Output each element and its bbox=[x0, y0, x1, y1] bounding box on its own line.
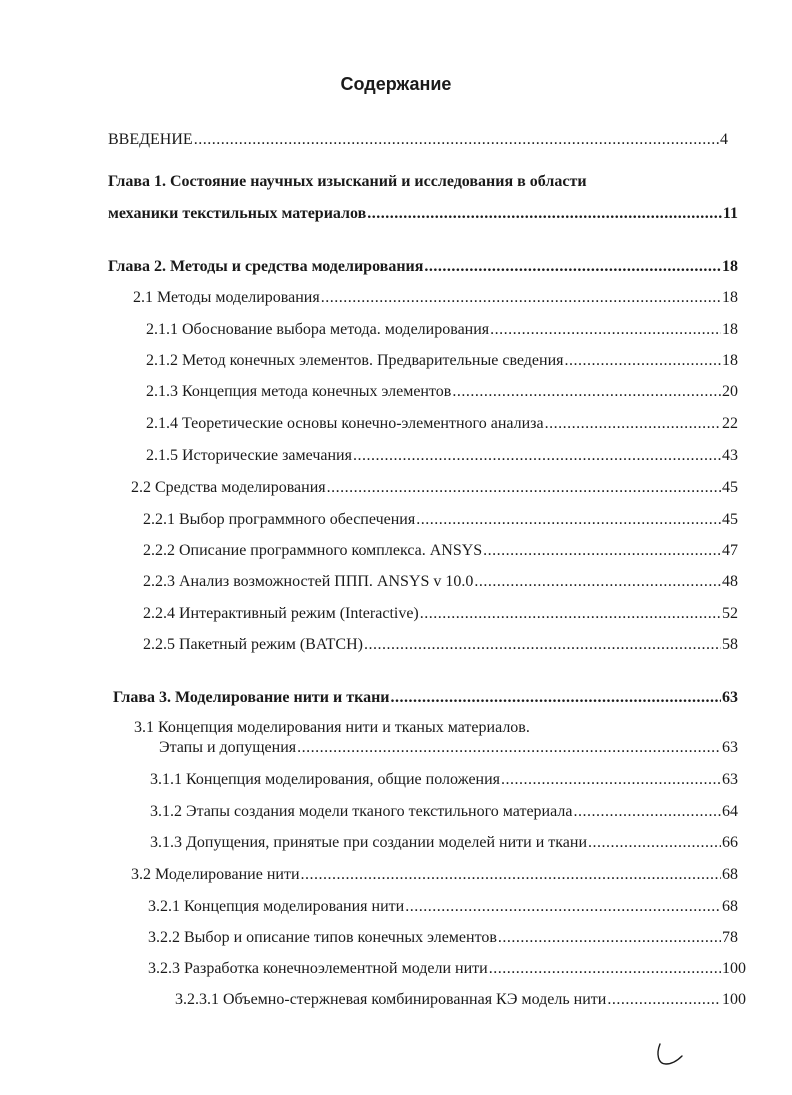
toc-leader bbox=[545, 414, 721, 434]
toc-entry-page: 52 bbox=[722, 605, 738, 622]
toc-entry[interactable] bbox=[159, 738, 738, 758]
toc-entry[interactable] bbox=[113, 688, 738, 708]
toc-entry-label: ВВЕДЕНИЕ bbox=[108, 131, 193, 148]
toc-entry[interactable] bbox=[148, 897, 738, 917]
toc-entry-label: 3.2.1 Концепция моделирования нити bbox=[148, 898, 405, 915]
toc-entry-page: 100 bbox=[722, 991, 746, 1008]
toc-entry-page: 18 bbox=[722, 352, 738, 369]
toc-leader bbox=[489, 959, 721, 979]
toc-leader bbox=[416, 510, 721, 530]
toc-entry[interactable] bbox=[148, 928, 738, 948]
toc-leader bbox=[573, 802, 721, 822]
toc-entry-label: 3.1.2 Этапы создания модели тканого текстильного материала bbox=[150, 803, 573, 820]
toc-leader bbox=[194, 130, 719, 150]
toc-leader bbox=[424, 257, 721, 277]
toc-entry[interactable] bbox=[175, 990, 746, 1010]
toc-entry[interactable] bbox=[131, 478, 738, 498]
toc-entry[interactable] bbox=[148, 959, 746, 979]
toc-entry-page: 43 bbox=[722, 447, 738, 464]
toc-entry[interactable] bbox=[133, 288, 738, 308]
toc-entry[interactable] bbox=[143, 510, 738, 530]
toc-entry-label: 2.2.3 Анализ возможностей ППП. ANSYS v 10.0 bbox=[143, 573, 474, 590]
toc-entry-page: 78 bbox=[722, 929, 738, 946]
toc-entry-label: 2.2 Средства моделирования bbox=[131, 479, 326, 496]
toc-entry-label: 3.2.2 Выбор и описание типов конечных элементов bbox=[148, 929, 497, 946]
toc-entry-label: 3.1.1 Концепция моделирования, общие положения bbox=[150, 771, 501, 788]
toc-entry[interactable] bbox=[131, 865, 738, 885]
toc-leader bbox=[474, 572, 721, 592]
toc-entry-page: 63 bbox=[722, 771, 738, 788]
toc-entry[interactable] bbox=[108, 130, 728, 150]
toc-leader bbox=[364, 635, 721, 655]
toc-entry[interactable] bbox=[146, 351, 738, 371]
toc-entry-label: Этапы и допущения bbox=[159, 739, 297, 756]
toc-leader bbox=[321, 288, 721, 308]
toc-entry[interactable] bbox=[108, 257, 738, 277]
toc-entry-page: 22 bbox=[722, 415, 738, 432]
toc-entry-label: 3.2.3.1 Объемно-стержневая комбинированная КЭ модель нити bbox=[175, 991, 607, 1008]
toc-entry[interactable] bbox=[146, 382, 738, 402]
toc-entry[interactable] bbox=[143, 541, 738, 561]
toc-leader bbox=[483, 541, 721, 561]
toc-entry[interactable] bbox=[146, 320, 738, 340]
toc-entry-label: 2.1.5 Исторические замечания bbox=[146, 447, 352, 464]
toc-entry-page: 100 bbox=[722, 960, 746, 977]
toc-entry-page: 64 bbox=[722, 803, 738, 820]
toc-entry[interactable] bbox=[143, 604, 738, 624]
toc-entry[interactable] bbox=[146, 414, 738, 434]
toc-entry-label: 2.1.2 Метод конечных элементов. Предварительные сведения bbox=[146, 352, 564, 369]
toc-entry-label: Глава 2. Методы и средства моделирования bbox=[108, 258, 424, 275]
toc-entry-label: 2.1.3 Концепция метода конечных элементов bbox=[146, 383, 452, 400]
toc-entry[interactable] bbox=[108, 204, 738, 224]
toc-leader bbox=[391, 688, 722, 708]
toc-entry[interactable] bbox=[143, 635, 738, 655]
handwritten-mark-icon bbox=[652, 1040, 686, 1070]
toc-entry-label: 2.1.4 Теоретические основы конечно-элементного анализа bbox=[146, 415, 544, 432]
toc-entry-page: 45 bbox=[722, 511, 738, 528]
toc-leader bbox=[452, 382, 721, 402]
toc-entry[interactable] bbox=[150, 770, 738, 790]
toc-entry-page: 4 bbox=[720, 131, 728, 148]
toc-leader bbox=[565, 351, 721, 371]
toc-entry-label: 3.2 Моделирование нити bbox=[131, 866, 300, 883]
toc-leader bbox=[353, 446, 721, 466]
toc-entry-label: 2.2.4 Интерактивный режим (Interactive) bbox=[143, 605, 419, 622]
toc-leader bbox=[498, 928, 721, 948]
toc-entry-page: 47 bbox=[722, 542, 738, 559]
toc-leader bbox=[301, 865, 721, 885]
toc-entry-page: 68 bbox=[722, 898, 738, 915]
toc-entry-page: 63 bbox=[722, 689, 738, 706]
toc-entry-page: 18 bbox=[722, 289, 738, 306]
toc-entry[interactable] bbox=[150, 833, 738, 853]
toc-entry-label: Глава 3. Моделирование нити и ткани bbox=[113, 689, 390, 706]
toc-entry-page: 48 bbox=[722, 573, 738, 590]
toc-entry-label: 2.1 Методы моделирования bbox=[133, 289, 320, 306]
toc-entry-page: 63 bbox=[722, 739, 738, 756]
toc-entry[interactable] bbox=[146, 446, 738, 466]
toc-entry-page: 45 bbox=[722, 479, 738, 496]
toc-entry[interactable] bbox=[143, 572, 738, 592]
toc-entry-page: 18 bbox=[722, 321, 738, 338]
toc-leader bbox=[297, 738, 721, 758]
toc-entry-page: 20 bbox=[722, 383, 738, 400]
toc-entry-label: 2.1.1 Обоснование выбора метода. моделирования bbox=[146, 321, 490, 338]
toc-leader bbox=[607, 990, 721, 1010]
toc-entry-line1: 3.1 Концепция моделирования нити и тканых материалов. bbox=[134, 719, 530, 736]
toc-entry-page: 11 bbox=[722, 205, 738, 222]
toc-entry-line1: Глава 1. Состояние научных изысканий и исследования в области bbox=[108, 173, 587, 190]
toc-entry-page: 18 bbox=[722, 258, 738, 275]
toc-leader bbox=[501, 770, 721, 790]
toc-entry-page: 58 bbox=[722, 636, 738, 653]
toc-leader bbox=[367, 204, 722, 224]
toc-leader bbox=[405, 897, 721, 917]
toc-leader bbox=[588, 833, 721, 853]
toc-leader bbox=[327, 478, 721, 498]
page-title: Содержание bbox=[340, 74, 452, 94]
toc-entry-label: 3.1.3 Допущения, принятые при создании моделей нити и ткани bbox=[150, 834, 588, 851]
toc-leader bbox=[490, 320, 721, 340]
toc-entry-label: 2.2.2 Описание программного комплекса. ANSYS bbox=[143, 542, 483, 559]
toc-entry-label: механики текстильных материалов bbox=[108, 205, 367, 222]
toc-entry-page: 68 bbox=[722, 866, 738, 883]
toc-entry-label: 3.2.3 Разработка конечноэлементной модели нити bbox=[148, 960, 488, 977]
toc-entry[interactable] bbox=[150, 802, 738, 822]
toc-entry-label: 2.2.5 Пакетный режим (BATCH) bbox=[143, 636, 363, 653]
toc-entry-page: 66 bbox=[722, 834, 738, 851]
toc-leader bbox=[420, 604, 721, 624]
toc-entry-label: 2.2.1 Выбор программного обеспечения bbox=[143, 511, 416, 528]
